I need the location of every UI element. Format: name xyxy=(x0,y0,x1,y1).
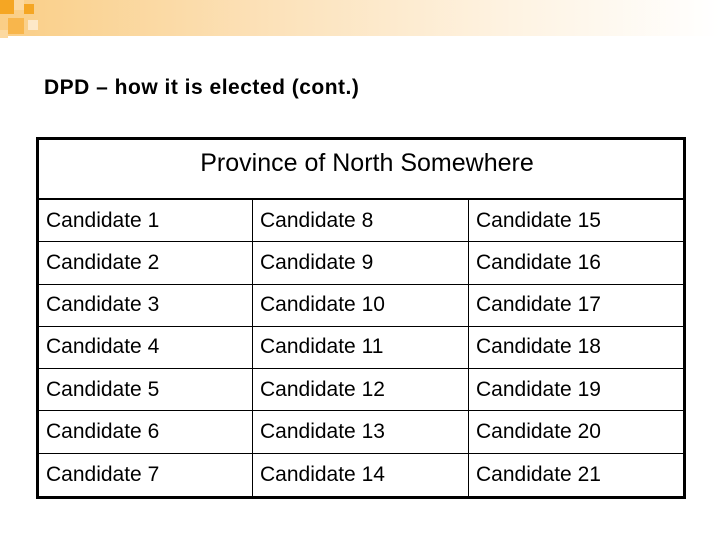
candidate-cell: Candidate 7 xyxy=(39,454,253,496)
candidate-cell: Candidate 1 xyxy=(39,200,253,242)
candidate-cell: Candidate 5 xyxy=(39,369,253,411)
candidate-cell: Candidate 13 xyxy=(253,411,469,453)
candidate-cell: Candidate 3 xyxy=(39,285,253,327)
candidate-cell: Candidate 18 xyxy=(469,327,683,369)
table-header: Province of North Somewhere xyxy=(39,140,683,200)
candidate-cell: Candidate 16 xyxy=(469,242,683,284)
candidate-cell: Candidate 2 xyxy=(39,242,253,284)
candidate-cell: Candidate 21 xyxy=(476,462,601,486)
candidate-grid xyxy=(39,200,683,496)
candidate-cell: Candidate 20 xyxy=(469,411,683,453)
top-gradient-bar xyxy=(0,0,720,36)
candidate-cell: Candidate 4 xyxy=(39,327,253,369)
candidate-cell: Candidate 10 xyxy=(253,285,469,327)
candidate-cell: Candidate 15 xyxy=(469,200,683,242)
candidate-cell: Candidate 19 xyxy=(469,369,683,411)
candidate-table xyxy=(36,137,686,499)
candidate-cell: Candidate 9 xyxy=(253,242,469,284)
candidate-cell: Candidate 12 xyxy=(253,369,469,411)
candidate-cell: Candidate 6 xyxy=(39,411,253,453)
slide-title: DPD – how it is elected (cont.) xyxy=(44,76,360,99)
candidate-cell: Candidate 17 xyxy=(469,285,683,327)
corner-decoration xyxy=(0,0,44,44)
candidate-cell: Candidate 14 xyxy=(253,454,469,496)
candidate-cell: Candidate 11 xyxy=(253,327,469,369)
candidate-cell: Candidate 8 xyxy=(253,200,469,242)
